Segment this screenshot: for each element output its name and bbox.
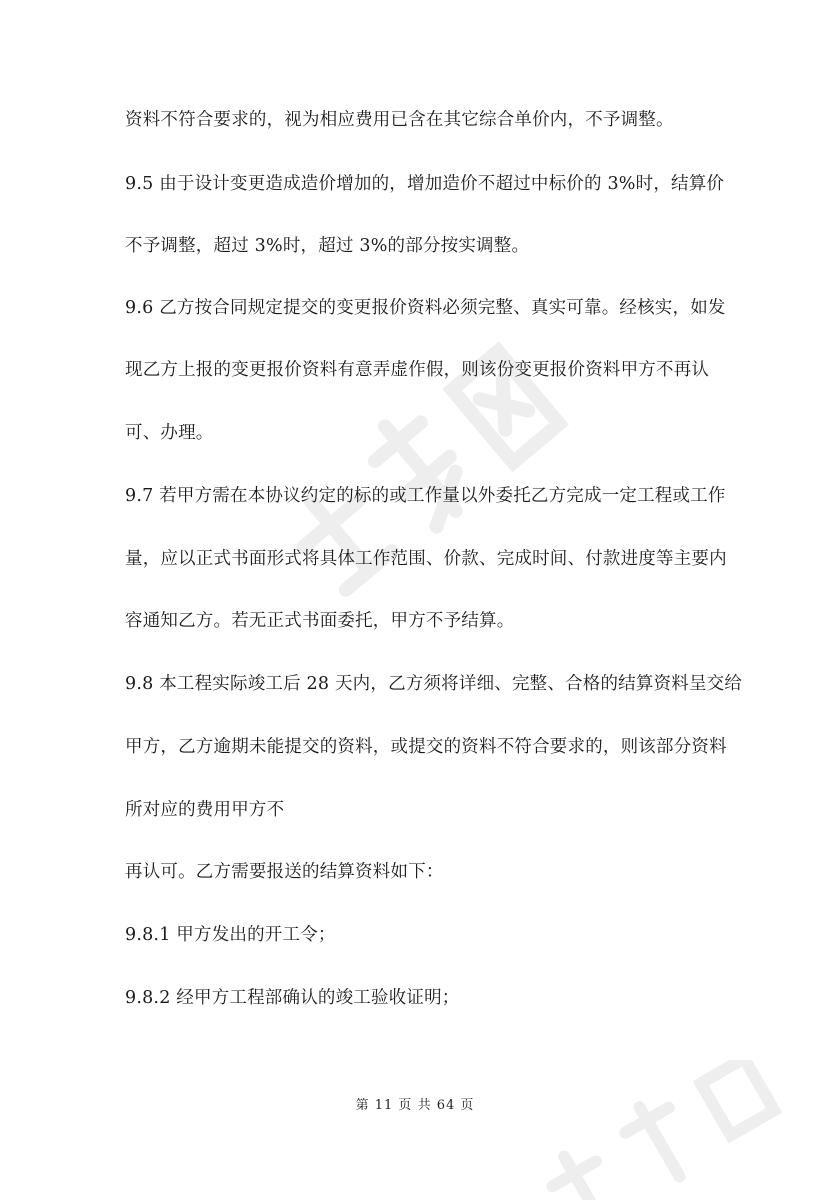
text-line-11: 甲方，乙方逾期未能提交的资料，或提交的资料不符合要求的，则该部分资料 <box>125 737 727 757</box>
text-line-2: 9.5 由于设计变更造成造价增加的，增加造价不超过中标价的 3%时，结算价 <box>125 174 725 194</box>
text-line-8: 量，应以正式书面形式将具体工作范围、价款、完成时间、付款进度等主要内 <box>125 549 727 569</box>
text-line-5: 现乙方上报的变更报价资料有意弄虚作假，则该份变更报价资料甲方不再认 <box>125 360 710 380</box>
text-line-4: 9.6 乙方按合同规定提交的变更报价资料必须完整、真实可靠。经核实，如发 <box>125 298 726 318</box>
text-line-3: 不予调整，超过 3%时，超过 3%的部分按实调整。 <box>125 236 530 256</box>
text-line-6: 可、办理。 <box>125 423 214 443</box>
text-line-12: 所对应的费用甲方不 <box>125 800 285 820</box>
text-line-15: 9.8.2 经甲方工程部确认的竣工验收证明； <box>125 988 460 1008</box>
text-line-10: 9.8 本工程实际竣工后 28 天内，乙方须将详细、完整、合格的结算资料呈交给 <box>125 674 743 694</box>
text-line-1: 资料不符合要求的，视为相应费用已含在其它综合单价内，不予调整。 <box>125 110 674 130</box>
page-number-footer: 第 11 页 共 64 页 <box>355 1098 475 1113</box>
text-line-13: 再认可。乙方需要报送的结算资料如下： <box>125 862 444 882</box>
watermark-logo <box>250 300 610 660</box>
text-line-9: 容通知乙方。若无正式书面委托，甲方不予结算。 <box>125 611 515 631</box>
watermark-fragment <box>520 1060 820 1200</box>
text-line-14: 9.8.1 甲方发出的开工令； <box>125 925 336 945</box>
text-line-7: 9.7 若甲方需在本协议约定的标的或工作量以外委托乙方完成一定工程或工作 <box>125 486 726 506</box>
